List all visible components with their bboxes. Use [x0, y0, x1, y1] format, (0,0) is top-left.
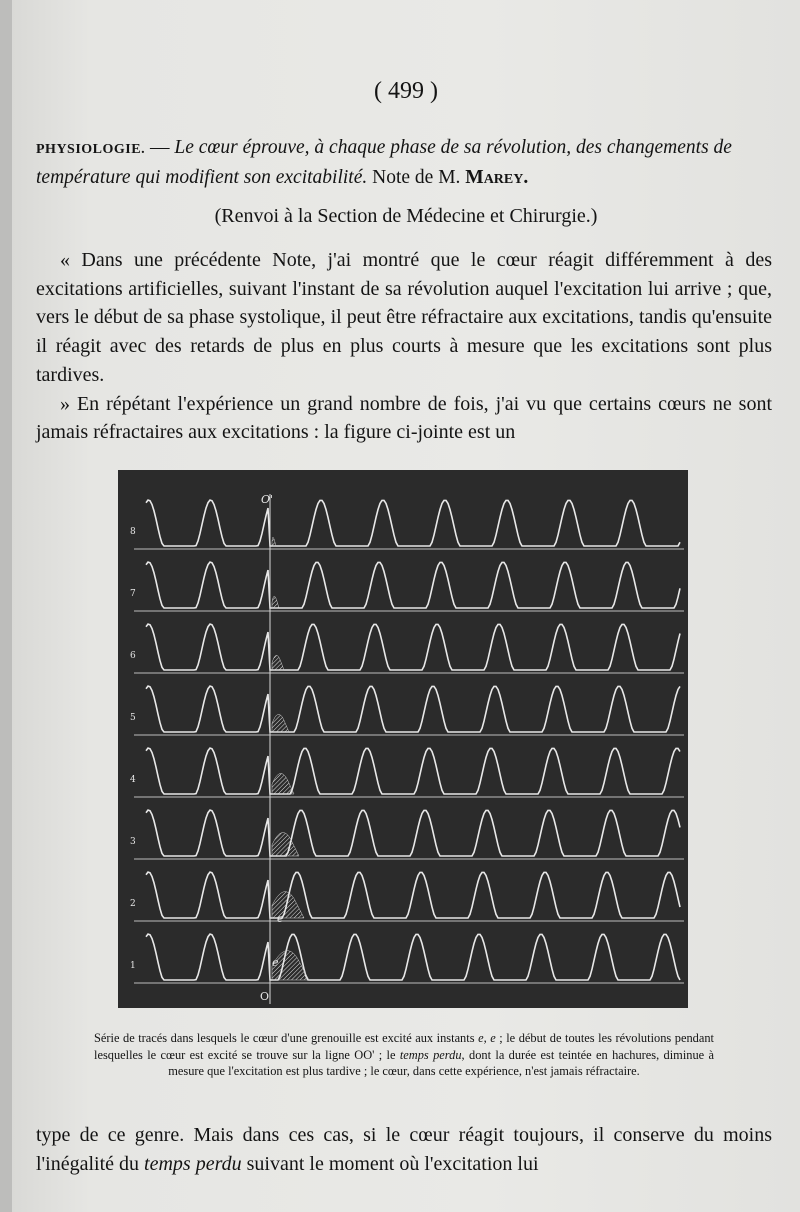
row-number: 8 [130, 527, 136, 537]
cardiac-trace [146, 934, 680, 980]
article-title [36, 134, 772, 192]
cardiac-trace [146, 872, 680, 918]
caption-part-1: Série de tracés dans lesquels le cœur d'une grenouille est excité aux instants [94, 1031, 479, 1045]
figure-traces [118, 470, 688, 1008]
body-text [36, 246, 772, 447]
paragraph-1: « Dans une précédente Note, j'ai montré que le cœur réagit différemment à des excitations artificielles, suivant l'instant de sa révolution auquel l'excitation lui arrive ; que, vers le début de sa phase systolique, il peut être réfractaire aux excitations, tandis qu'ensuite il réagit avec des retards de plus en plus courts à mesure que les excitations sont plus tardives. [36, 249, 772, 386]
row-number: 3 [130, 837, 136, 847]
page-number: ( 499 ) [374, 78, 438, 104]
caption-instants: e, e [478, 1031, 496, 1045]
continuation-text [36, 1121, 772, 1178]
temps-perdu-hatch [272, 655, 284, 670]
caption-temps-perdu: temps perdu [399, 1047, 462, 1062]
row-number: 1 [130, 961, 136, 971]
section-heading: PHYSIOLOGIE. [36, 142, 146, 157]
temps-perdu-hatch [272, 773, 294, 794]
cardiac-trace [146, 500, 680, 546]
row-number: 4 [130, 775, 136, 785]
tail-italic: temps perdu [144, 1152, 242, 1175]
row-number: 7 [130, 589, 136, 599]
temps-perdu-hatch [272, 537, 276, 546]
title-note: Note de M. [367, 167, 466, 188]
book-page [12, 0, 800, 1212]
row-number: 6 [130, 651, 136, 661]
title-dash: — [145, 137, 175, 158]
temps-perdu-hatch [272, 714, 289, 732]
tail-part-2: suivant le moment où l'excitation lui [241, 1152, 539, 1175]
label-e-1: e [272, 956, 279, 969]
cardiac-trace [146, 748, 680, 794]
label-e-2: e [277, 912, 284, 925]
temps-perdu-hatch [272, 833, 299, 856]
cardiac-trace [146, 686, 680, 732]
row-number: 5 [130, 713, 136, 723]
label-o-prime: O' [261, 493, 274, 506]
cardiac-trace [146, 562, 680, 608]
title-italic: Le cœur éprouve, à chaque phase de sa révolution, des changements de température qui modifient son excitabilité. [36, 137, 732, 188]
label-o: O [260, 990, 270, 1003]
row-number: 2 [130, 899, 136, 909]
paragraph-2: » En répétant l'expérience un grand nombre de fois, j'ai vu que certains cœurs ne sont jamais réfractaires aux excitations : la figure ci-jointe est un [36, 392, 772, 444]
author-name: Marey. [465, 167, 529, 188]
temps-perdu-hatch [272, 596, 279, 608]
tail-part-1: type de ce genre. Mais dans ces cas, si le cœur réagit toujours, il conserve du moins l'inégalité du [36, 1124, 772, 1175]
cardiac-trace [146, 624, 680, 670]
cardiac-trace [146, 810, 680, 856]
caption-part-2: ; le début de toutes les révolutions pendant lesquelles le cœur est excité se trouve sur la ligne OO' ; le [94, 1031, 714, 1062]
caption-part-3: , dont la durée est teintée en hachures, diminue à mesure que l'excitation est plus tardive ; le cœur, dans cette expérience, n'est jamais réfractaire. [168, 1047, 715, 1079]
figure-caption [94, 1030, 714, 1080]
renvoi-note: (Renvoi à la Section de Médecine et Chirurgie.) [214, 205, 598, 227]
trace-plate [118, 470, 688, 1008]
